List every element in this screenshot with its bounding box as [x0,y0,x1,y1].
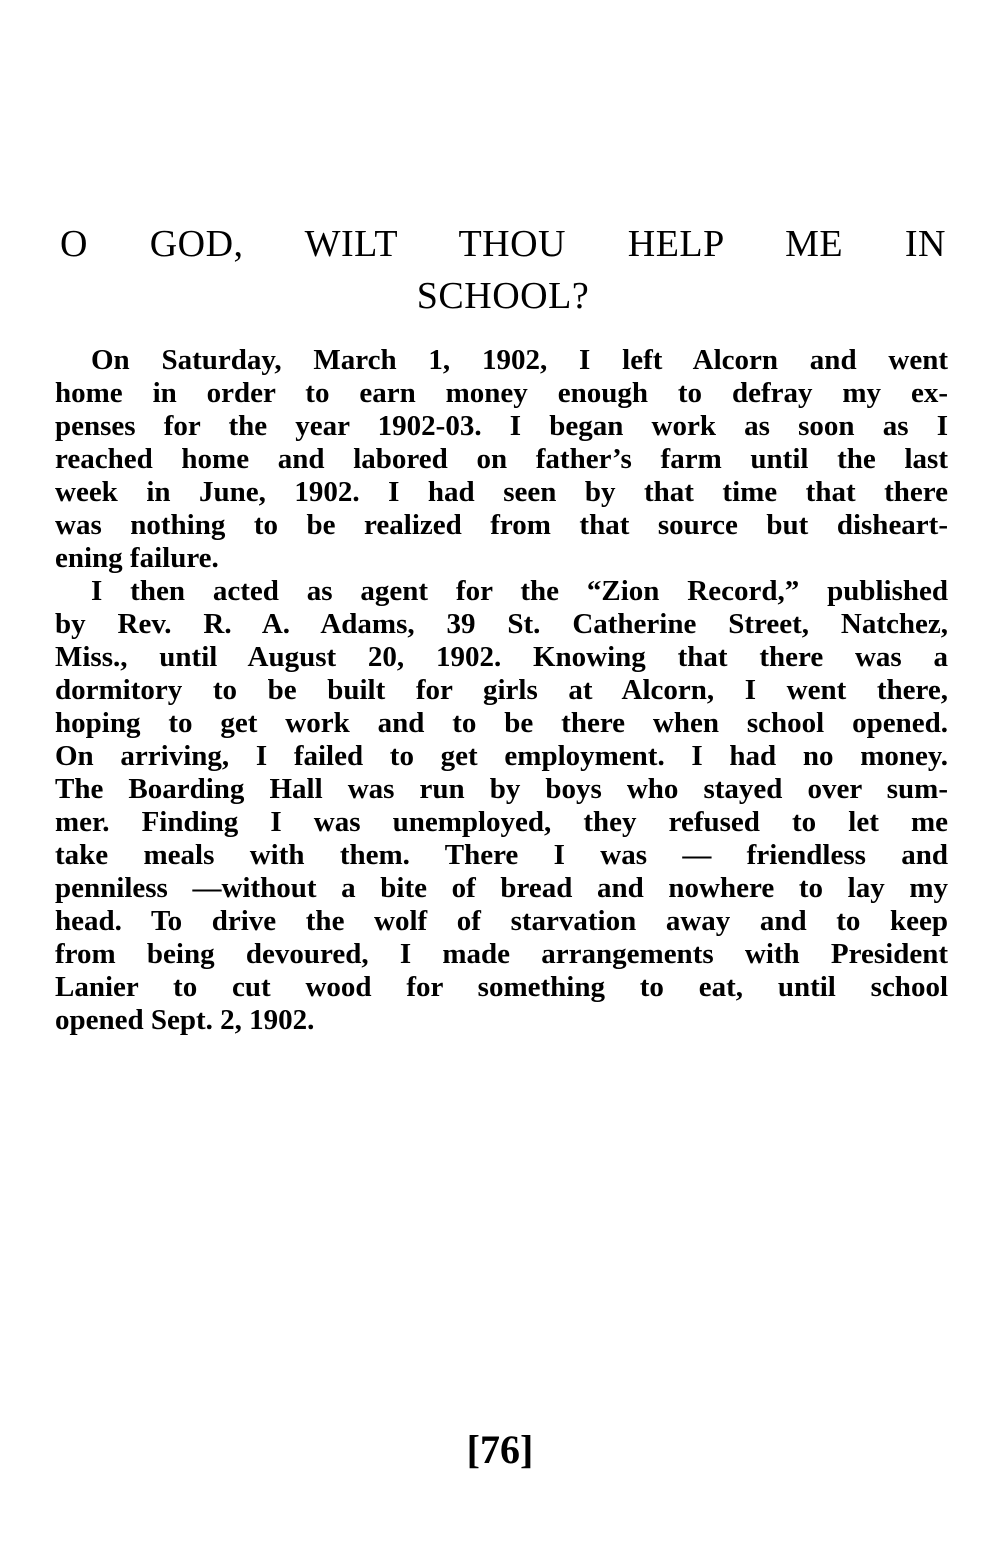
text-line: mer. Finding I was unemployed, they refused to let me [55,806,948,838]
text-line: Lanier to cut wood for something to eat, until school [55,971,948,1003]
text-line: I then acted as agent for the “Zion Record,” published [91,575,948,607]
text-line: was nothing to be realized from that source but disheart- [55,509,948,541]
text-line: by Rev. R. A. Adams, 39 St. Catherine Street, Natchez, [55,608,948,640]
text-line: dormitory to be built for girls at Alcorn, I went there, [55,674,948,706]
text-line: reached home and labored on father’s farm until the last [55,443,948,475]
text-line: week in June, 1902. I had seen by that time that there [55,476,948,508]
text-line: hoping to get work and to be there when school opened. [55,707,948,739]
text-line: penniless —without a bite of bread and nowhere to lay my [55,872,948,904]
paragraph [55,344,948,575]
text-line: opened Sept. 2, 1902. [55,1004,315,1036]
text-line: On arriving, I failed to get employment. I had no money. [55,740,948,772]
text-line: The Boarding Hall was run by boys who stayed over sum- [55,773,948,805]
text-line: home in order to earn money enough to defray my ex- [55,377,948,409]
text-line: penses for the year 1902-03. I began work as soon as I [55,410,948,442]
page-number: [76] [466,1427,534,1472]
paragraph [55,575,948,1037]
body-text [55,344,948,1037]
chapter-title-line-2: SCHOOL? [416,275,590,317]
text-line: ening failure. [55,542,219,574]
text-line: from being devoured, I made arrangements with President [55,938,948,970]
text-line: On Saturday, March 1, 1902, I left Alcorn and went [91,344,948,376]
text-line: head. To drive the wolf of starvation away and to keep [55,905,948,937]
chapter-title-line-1: O GOD, WILT THOU HELP ME IN [60,223,946,265]
text-line: take meals with them. There I was — friendless and [55,839,948,871]
text-line: Miss., until August 20, 1902. Knowing that there was a [55,641,948,673]
